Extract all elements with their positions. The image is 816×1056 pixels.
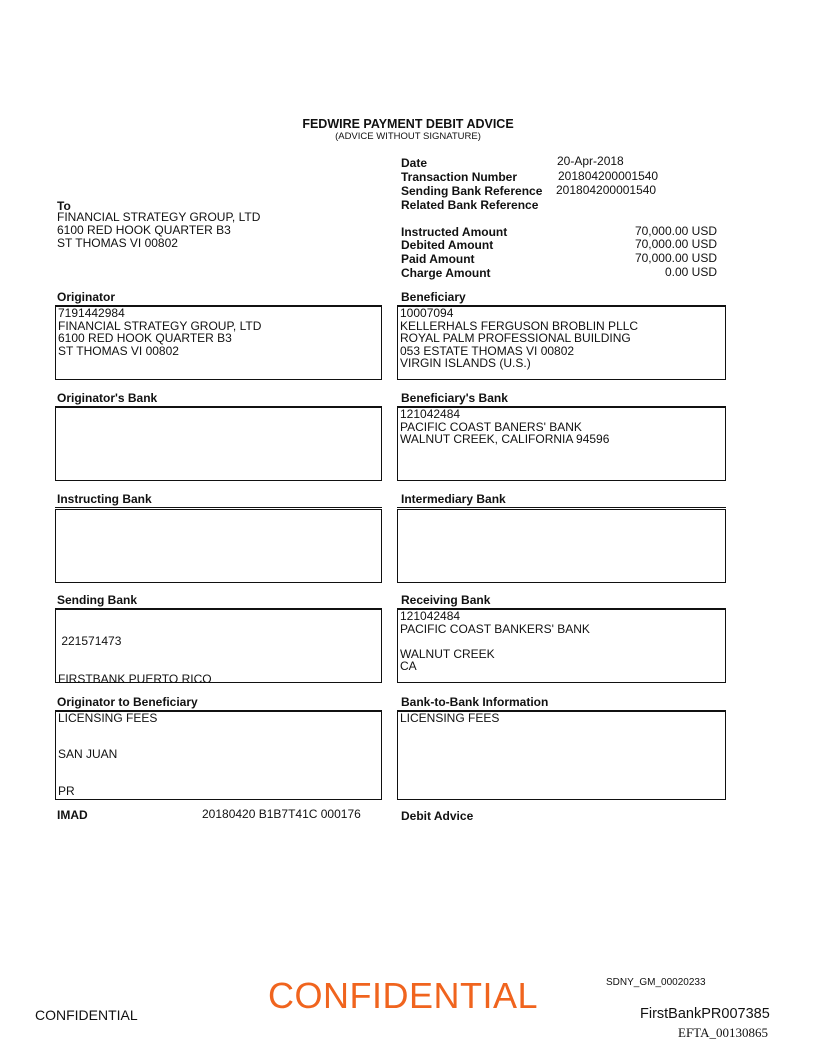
beneficiarys-bank-line: WALNUT CREEK, CALIFORNIA 94596	[400, 432, 610, 446]
date-label: Date	[401, 156, 428, 170]
originator-line: 6100 RED HOOK QUARTER B3	[58, 331, 232, 345]
beneficiary-line: ROYAL PALM PROFESSIONAL BUILDING	[400, 331, 631, 345]
imad-label: IMAD	[57, 808, 88, 822]
beneficiarys-bank-label: Beneficiary's Bank	[401, 391, 508, 405]
related-bank-reference-label: Related Bank Reference	[401, 198, 539, 212]
receiving-bank-line: CA	[400, 659, 417, 673]
sending-bank-reference-label: Sending Bank Reference	[401, 184, 543, 198]
instructing-bank-label: Instructing Bank	[57, 492, 152, 506]
receiving-bank-line: PACIFIC COAST BANKERS' BANK	[400, 621, 590, 636]
sending-bank-reference-value: 201804200001540	[556, 183, 657, 197]
document-title: FEDWIRE PAYMENT DEBIT ADVICE	[302, 117, 514, 131]
firstbank-id: FirstBankPR007385	[640, 1006, 770, 1022]
to-line: FINANCIAL STRATEGY GROUP, LTD	[57, 210, 261, 224]
originators-bank-label: Originator's Bank	[57, 391, 158, 405]
confidential-small: CONFIDENTIAL	[35, 1007, 138, 1023]
receiving-bank-line	[400, 635, 723, 648]
to-label: To	[57, 199, 71, 213]
beneficiary-line: 10007094	[400, 306, 454, 320]
efta-id: EFTA_00130865	[678, 1025, 768, 1040]
originator-line: 7191442984	[58, 306, 125, 320]
beneficiary-label: Beneficiary	[401, 290, 466, 304]
receiving-bank-box	[397, 609, 726, 683]
originator-to-beneficiary-line: LICENSING FEES	[58, 711, 158, 725]
imad-value: 20180420 B1B7T41C 000176	[202, 807, 361, 821]
instructed-amount-label: Instructed Amount	[401, 225, 508, 239]
instructing-bank-rule	[55, 507, 382, 508]
document-subtitle: (ADVICE WITHOUT SIGNATURE)	[335, 131, 481, 142]
beneficiary-line: KELLERHALS FERGUSON BROBLIN PLLC	[400, 318, 639, 333]
to-line: 6100 RED HOOK QUARTER B3	[57, 223, 231, 237]
charge-amount-label: Charge Amount	[401, 266, 491, 280]
paid-amount-value: 70,000.00 USD	[634, 251, 717, 265]
originators-bank-box	[55, 407, 382, 481]
beneficiary-line: 053 ESTATE THOMAS VI 00802	[400, 343, 575, 358]
paid-amount-label: Paid Amount	[401, 252, 475, 266]
instructed-amount-value: 70,000.00 USD	[634, 224, 717, 238]
sdny-id: SDNY_GM_00020233	[606, 977, 706, 988]
intermediary-bank-label: Intermediary Bank	[401, 492, 506, 506]
date-value: 20-Apr-2018	[557, 154, 624, 168]
originator-to-beneficiary-label: Originator to Beneficiary	[57, 695, 198, 709]
transaction-number-value: 201804200001540	[558, 169, 659, 183]
bank-to-bank-label: Bank-to-Bank Information	[401, 695, 549, 709]
sending-bank-line: PR	[58, 784, 75, 798]
originator-box	[55, 306, 382, 380]
intermediary-bank-box	[397, 509, 726, 583]
beneficiary-box	[397, 306, 726, 380]
to-line: ST THOMAS VI 00802	[57, 236, 178, 250]
originator-line: FINANCIAL STRATEGY GROUP, LTD	[58, 318, 262, 333]
intermediary-bank-rule	[397, 507, 726, 508]
sending-bank-line: SAN JUAN	[58, 746, 118, 761]
bank-to-bank-box	[397, 711, 726, 800]
originator-to-beneficiary-box	[55, 711, 382, 800]
receiving-bank-line: WALNUT CREEK	[400, 646, 495, 661]
receiving-bank-label: Receiving Bank	[401, 593, 491, 607]
instructing-bank-box	[55, 509, 382, 583]
beneficiarys-bank-line: PACIFIC COAST BANERS' BANK	[400, 419, 582, 434]
bank-to-bank-line: LICENSING FEES	[400, 711, 500, 725]
debited-amount-value: 70,000.00 USD	[634, 237, 717, 251]
sending-bank-label: Sending Bank	[57, 593, 138, 607]
to-address	[57, 211, 260, 250]
sending-bank-line: FIRSTBANK PUERTO RICO	[58, 671, 212, 686]
beneficiarys-bank-line: 121042484	[400, 407, 461, 421]
originator-label: Originator	[57, 290, 116, 304]
debit-advice-label: Debit Advice	[401, 809, 474, 823]
originator-line: ST THOMAS VI 00802	[58, 343, 179, 358]
debited-amount-label: Debited Amount	[401, 238, 494, 252]
transaction-number-label: Transaction Number	[401, 170, 518, 184]
beneficiary-line: VIRGIN ISLANDS (U.S.)	[400, 356, 531, 370]
receiving-bank-line: 121042484	[400, 609, 461, 623]
beneficiarys-bank-box	[397, 407, 726, 481]
sending-bank-line: 221571473	[58, 634, 122, 648]
charge-amount-value: 0.00 USD	[664, 265, 717, 279]
confidential-stamp: CONFIDENTIAL	[268, 975, 539, 1016]
